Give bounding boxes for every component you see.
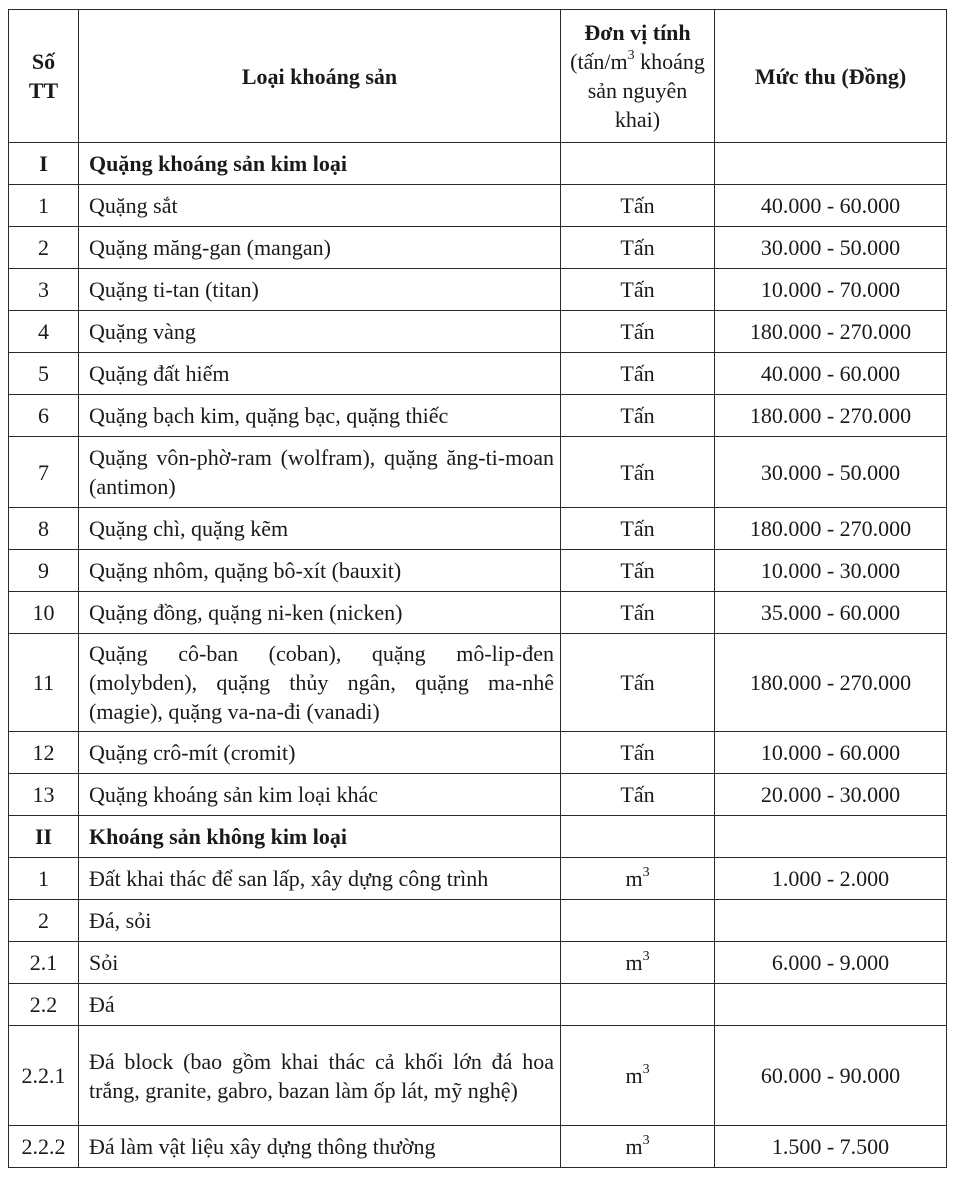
cell-stt: I — [9, 143, 79, 185]
mineral-fee-table — [8, 9, 947, 1168]
cell-fee: 60.000 - 90.000 — [715, 1026, 947, 1126]
cell-unit — [561, 984, 715, 1026]
cell-unit — [561, 395, 715, 437]
cell-mineral-name: Khoáng sản không kim loại — [79, 816, 561, 858]
cell-stt: 11 — [9, 634, 79, 732]
cell-unit — [561, 185, 715, 227]
table-row — [9, 185, 947, 227]
cell-mineral-name: Quặng cô-ban (coban), quặng mô-lip-đen (molybden), quặng thủy ngân, quặng ma-nhê (magie), quặng va-na-đi (vanadi) — [79, 634, 561, 732]
cell-fee: 180.000 - 270.000 — [715, 395, 947, 437]
cell-mineral-name: Quặng khoáng sản kim loại — [79, 143, 561, 185]
cell-unit — [561, 508, 715, 550]
unit-text: Tấn — [620, 459, 655, 485]
cell-unit — [561, 1026, 715, 1126]
unit-text: Tấn — [620, 600, 655, 625]
cell-stt: 4 — [9, 311, 79, 353]
unit-text: Tấn — [620, 516, 655, 541]
cell-mineral-name: Quặng bạch kim, quặng bạc, quặng thiếc — [79, 395, 561, 437]
unit-text: m — [625, 1063, 643, 1088]
table-row — [9, 269, 947, 311]
cell-fee: 40.000 - 60.000 — [715, 353, 947, 395]
table-row — [9, 1126, 947, 1168]
header-mineral-type: Loại khoáng sản — [79, 10, 561, 143]
table-row — [9, 508, 947, 550]
table-row — [9, 858, 947, 900]
unit-superscript: 3 — [642, 1061, 650, 1077]
table-row — [9, 984, 947, 1026]
table-row — [9, 774, 947, 816]
cell-fee: 40.000 - 60.000 — [715, 185, 947, 227]
cell-mineral-name: Quặng đồng, quặng ni-ken (nicken) — [79, 592, 561, 634]
table-row — [9, 732, 947, 774]
cell-unit — [561, 592, 715, 634]
cell-unit — [561, 942, 715, 984]
table-header-row — [9, 10, 947, 143]
cell-fee — [715, 816, 947, 858]
table-row — [9, 437, 947, 508]
cell-stt: 2 — [9, 900, 79, 942]
unit-text: Tấn — [620, 403, 655, 428]
cell-stt: 3 — [9, 269, 79, 311]
cell-fee: 6.000 - 9.000 — [715, 942, 947, 984]
cell-mineral-name: Quặng chì, quặng kẽm — [79, 508, 561, 550]
cell-stt: 13 — [9, 774, 79, 816]
cell-fee — [715, 984, 947, 1026]
unit-text: m — [625, 866, 643, 891]
cell-mineral-name: Quặng vôn-phờ-ram (wolfram), quặng ăng-ti-moan (antimon) — [79, 437, 561, 508]
cell-fee: 180.000 - 270.000 — [715, 311, 947, 353]
cell-fee: 10.000 - 70.000 — [715, 269, 947, 311]
unit-text: Tấn — [620, 361, 655, 386]
cell-unit — [561, 858, 715, 900]
unit-text: Tấn — [620, 235, 655, 260]
cell-stt: 2 — [9, 227, 79, 269]
cell-mineral-name: Quặng nhôm, quặng bô-xít (bauxit) — [79, 550, 561, 592]
unit-superscript: 3 — [642, 948, 650, 964]
cell-fee: 35.000 - 60.000 — [715, 592, 947, 634]
cell-unit — [561, 1126, 715, 1168]
cell-unit — [561, 143, 715, 185]
cell-unit — [561, 634, 715, 732]
cell-unit — [561, 900, 715, 942]
cell-stt: 9 — [9, 550, 79, 592]
cell-mineral-name: Quặng ti-tan (titan) — [79, 269, 561, 311]
cell-unit — [561, 227, 715, 269]
cell-unit — [561, 269, 715, 311]
unit-text: Tấn — [620, 670, 655, 695]
table-row — [9, 550, 947, 592]
cell-stt: 1 — [9, 185, 79, 227]
cell-fee: 180.000 - 270.000 — [715, 508, 947, 550]
unit-superscript: 3 — [642, 1132, 650, 1148]
cell-fee: 30.000 - 50.000 — [715, 437, 947, 508]
section-row — [9, 143, 947, 185]
unit-superscript: 3 — [642, 864, 650, 880]
cell-stt: 6 — [9, 395, 79, 437]
cell-stt: 12 — [9, 732, 79, 774]
cell-stt: 2.1 — [9, 942, 79, 984]
cell-unit — [561, 816, 715, 858]
unit-text: Tấn — [620, 277, 655, 302]
cell-fee: 20.000 - 30.000 — [715, 774, 947, 816]
cell-mineral-name: Đá — [79, 984, 561, 1026]
section-row — [9, 816, 947, 858]
unit-text: Tấn — [620, 558, 655, 583]
cell-mineral-name: Quặng khoáng sản kim loại khác — [79, 774, 561, 816]
cell-stt: 1 — [9, 858, 79, 900]
cell-stt: 2.2.1 — [9, 1026, 79, 1126]
header-fee: Mức thu (Đồng) — [715, 10, 947, 143]
unit-text: Tấn — [620, 782, 655, 807]
unit-text: Tấn — [620, 740, 655, 765]
table-body — [9, 143, 947, 1168]
cell-stt: 7 — [9, 437, 79, 508]
cell-fee: 180.000 - 270.000 — [715, 634, 947, 732]
cell-fee: 1.500 - 7.500 — [715, 1126, 947, 1168]
unit-text: Tấn — [620, 319, 655, 344]
table-row — [9, 353, 947, 395]
cell-stt: 2.2.2 — [9, 1126, 79, 1168]
table-row — [9, 592, 947, 634]
cell-mineral-name: Quặng crô-mít (cromit) — [79, 732, 561, 774]
cell-mineral-name: Đất khai thác để san lấp, xây dựng công trình — [79, 858, 561, 900]
cell-unit — [561, 774, 715, 816]
header-unit-subtitle: ($tấn/m^3$ khoáng sản nguyên khai) — [570, 47, 705, 132]
table-row — [9, 311, 947, 353]
unit-text: Tấn — [620, 193, 655, 218]
cell-stt: II — [9, 816, 79, 858]
cell-unit — [561, 437, 715, 508]
cell-mineral-name: Quặng măng-gan (mangan) — [79, 227, 561, 269]
cell-fee: 10.000 - 60.000 — [715, 732, 947, 774]
cell-fee: 1.000 - 2.000 — [715, 858, 947, 900]
cell-stt: 10 — [9, 592, 79, 634]
cell-mineral-name: Quặng đất hiếm — [79, 353, 561, 395]
header-stt: Số TT — [9, 10, 79, 143]
cell-stt: 8 — [9, 508, 79, 550]
unit-text: m — [625, 950, 643, 975]
header-unit-title: Đơn vị tính — [584, 20, 691, 45]
cell-stt: 2.2 — [9, 984, 79, 1026]
cell-fee: 10.000 - 30.000 — [715, 550, 947, 592]
header-unit — [561, 10, 715, 143]
table-row — [9, 900, 947, 942]
cell-unit — [561, 311, 715, 353]
table-row — [9, 395, 947, 437]
cell-fee — [715, 143, 947, 185]
table-row — [9, 1026, 947, 1126]
cell-fee: 30.000 - 50.000 — [715, 227, 947, 269]
cell-unit — [561, 732, 715, 774]
cell-unit — [561, 353, 715, 395]
cell-mineral-name: Quặng vàng — [79, 311, 561, 353]
cell-mineral-name: Sỏi — [79, 942, 561, 984]
cell-stt: 5 — [9, 353, 79, 395]
cell-mineral-name: Đá làm vật liệu xây dựng thông thường — [79, 1126, 561, 1168]
cell-unit — [561, 550, 715, 592]
table-row — [9, 227, 947, 269]
cell-mineral-name: Đá block (bao gồm khai thác cả khối lớn đá hoa trắng, granite, gabro, bazan làm ốp lát, mỹ nghệ) — [79, 1026, 561, 1126]
cell-mineral-name: Đá, sỏi — [79, 900, 561, 942]
table-row — [9, 942, 947, 984]
cell-fee — [715, 900, 947, 942]
unit-text: m — [625, 1134, 643, 1159]
table-row — [9, 634, 947, 732]
cell-mineral-name: Quặng sắt — [79, 185, 561, 227]
